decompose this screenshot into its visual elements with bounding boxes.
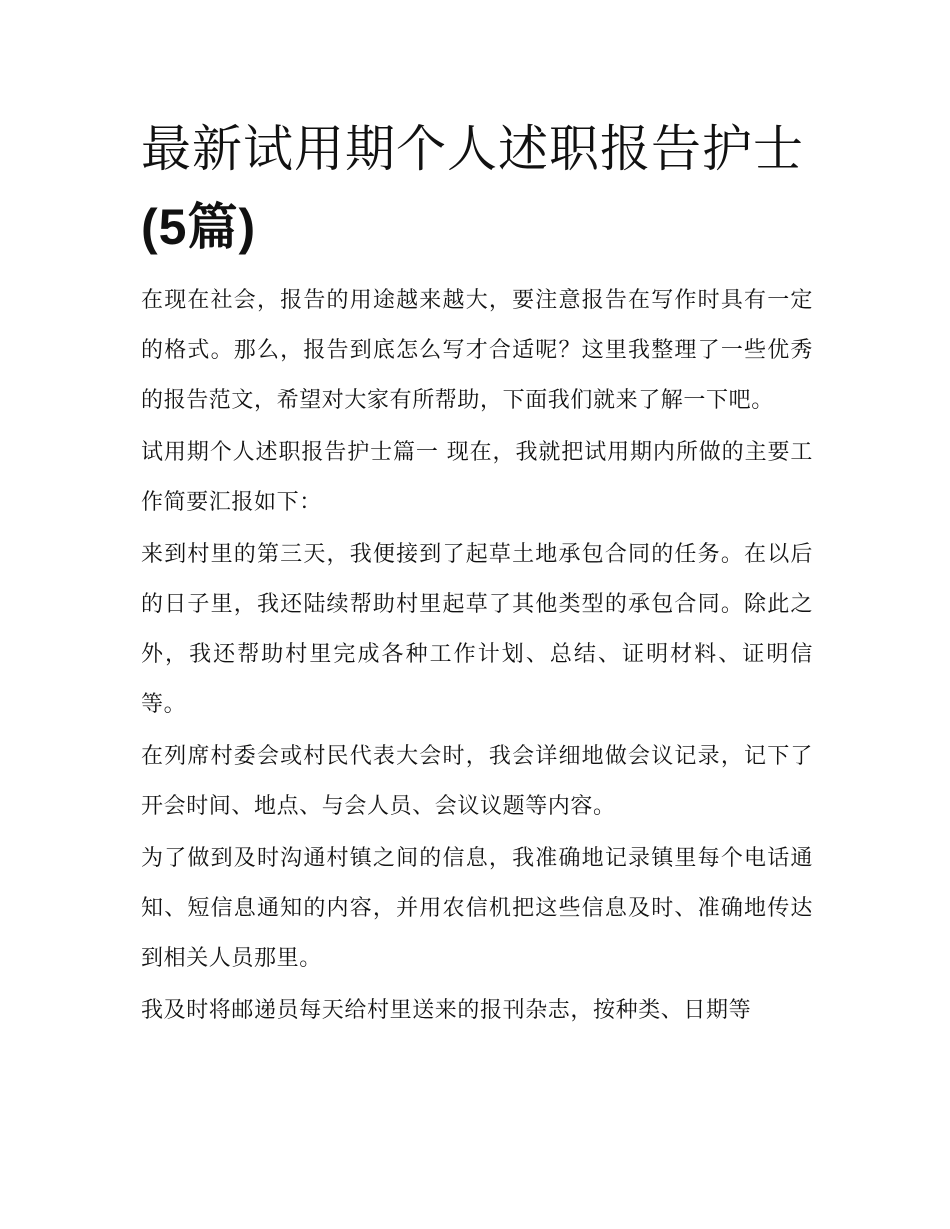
document-body [141, 276, 813, 1038]
paragraph-intro: 在现在社会，报告的用途越来越大，要注意报告在写作时具有一定的格式。那么，报告到底怎么写才合适呢？这里我整理了一些优秀的报告范文，希望对大家有所帮助，下面我们就来了解一下吧。 [141, 288, 813, 413]
paragraph-contracts: 来到村里的第三天，我便接到了起草土地承包合同的任务。在以后的日子里，我还陆续帮助村里起草了其他类型的承包合同。除此之外，我还帮助村里完成各种工作计划、总结、证明材料、证明信等。 [141, 542, 813, 717]
title-sub: (5篇) [141, 199, 257, 255]
title-main: 最新试用期个人述职报告护士 [141, 120, 804, 178]
paragraph-newspapers: 我及时将邮递员每天给村里送来的报刊杂志，按种类、日期等 [141, 998, 752, 1023]
paragraph-communication: 为了做到及时沟通村镇之间的信息，我准确地记录镇里每个电话通知、短信息通知的内容，并用农信机把这些信息及时、准确地传达到相关人员那里。 [141, 846, 813, 971]
paragraph-section-heading: 试用期个人述职报告护士篇一 现在，我就把试用期内所做的主要工作简要汇报如下： [141, 440, 813, 515]
paragraph-meeting-records: 在列席村委会或村民代表大会时，我会详细地做会议记录，记下了开会时间、地点、与会人员、会议议题等内容。 [141, 744, 813, 819]
document-title [141, 110, 821, 266]
